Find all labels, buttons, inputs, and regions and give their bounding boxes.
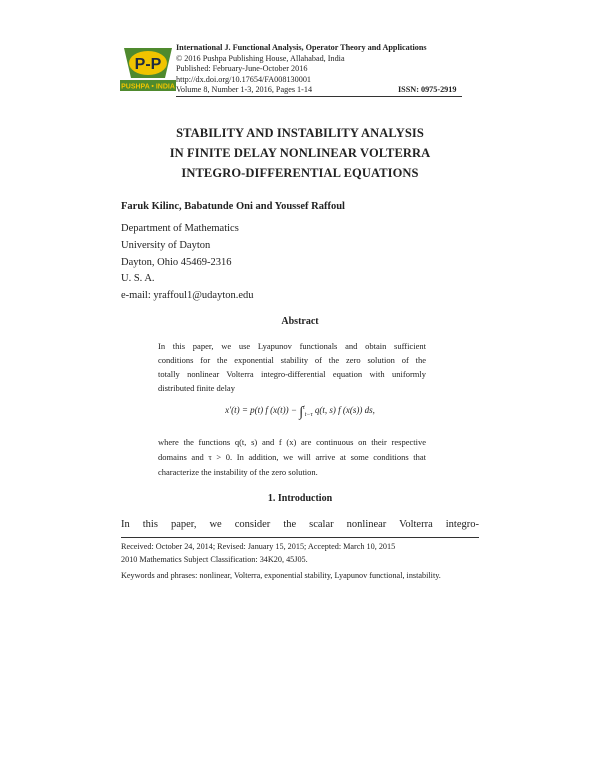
abstract-line-4: distributed finite delay [158, 383, 235, 393]
equation-rhs: q(t, s) f (x(s)) ds, [314, 405, 375, 415]
abstract-line-5: where the functions q(t, s) and f (x) are continuous on their respective [158, 437, 426, 447]
footnote-keywords: Keywords and phrases: nonlinear, Volterra, exponential stability, Lyapunov functional, instability. [121, 571, 441, 580]
paper-title-line-2: IN FINITE DELAY NONLINEAR VOLTERRA [169, 146, 431, 160]
logo-caption: PUSHPA • INDIA [121, 83, 175, 91]
logo-letters: P-P [134, 56, 162, 73]
footnote-msc: 2010 Mathematics Subject Classification: 34K20, 45J05. [121, 555, 308, 564]
issn: ISSN: 0975-2919 [398, 85, 457, 94]
equation-lhs: x′(t) = p(t) f (x(t)) − [225, 405, 297, 415]
copyright-line: © 2016 Pushpa Publishing House, Allahabad, India [176, 53, 345, 63]
abstract-line-7: characterize the instability of the zero solution. [158, 467, 318, 477]
integral-upper-limit: t [303, 405, 305, 411]
abstract-line-6: domains and τ > 0. In addition, we will arrive at some conditions that [158, 452, 426, 462]
journal-name: International J. Functional Analysis, Operator Theory and Applications [176, 43, 427, 52]
doi-link[interactable]: http://dx.doi.org/10.17654/FA008130001 [176, 74, 312, 84]
abstract-line-2: conditions for the exponential stability of the zero solution of the [158, 355, 426, 365]
footnote-dates: Received: October 24, 2014; Revised: January 15, 2015; Accepted: March 10, 2015 [121, 542, 396, 551]
author-list: Faruk Kilinc, Babatunde Oni and Youssef Raffoul [121, 201, 345, 212]
abstract-line-3: totally nonlinear Volterra integro-differential equation with uniformly [158, 369, 426, 379]
header-divider [176, 96, 462, 97]
affiliation-department: Department of Mathematics [121, 223, 239, 234]
introduction-first-line: In this paper, we consider the scalar nonlinear Volterra integro- [121, 519, 479, 530]
main-equation [0, 405, 600, 421]
affiliation-email[interactable]: e-mail: yraffoul1@udayton.edu [121, 290, 254, 301]
affiliation-university: University of Dayton [121, 240, 211, 251]
volume-line: Volume 8, Number 1-3, 2016, Pages 1-14 [176, 85, 313, 94]
integral-lower-limit: t−τ [304, 411, 313, 418]
affiliation-city: Dayton, Ohio 45469-2316 [121, 257, 232, 268]
affiliation-country: U. S. A. [121, 273, 155, 284]
abstract-line-1: In this paper, we use Lyapunov functionals and obtain sufficient [158, 341, 426, 351]
integral-sign: ∫ [299, 405, 304, 420]
section-heading-introduction: 1. Introduction [267, 493, 333, 504]
paper-title-line-3: INTEGRO-DIFFERENTIAL EQUATIONS [181, 166, 419, 180]
published-line: Published: February-June-October 2016 [176, 64, 308, 73]
abstract-heading: Abstract [281, 316, 319, 327]
publisher-logo [118, 46, 178, 94]
paper-title-line-1: STABILITY AND INSTABILITY ANALYSIS [176, 126, 424, 140]
footnote-divider [121, 537, 479, 538]
